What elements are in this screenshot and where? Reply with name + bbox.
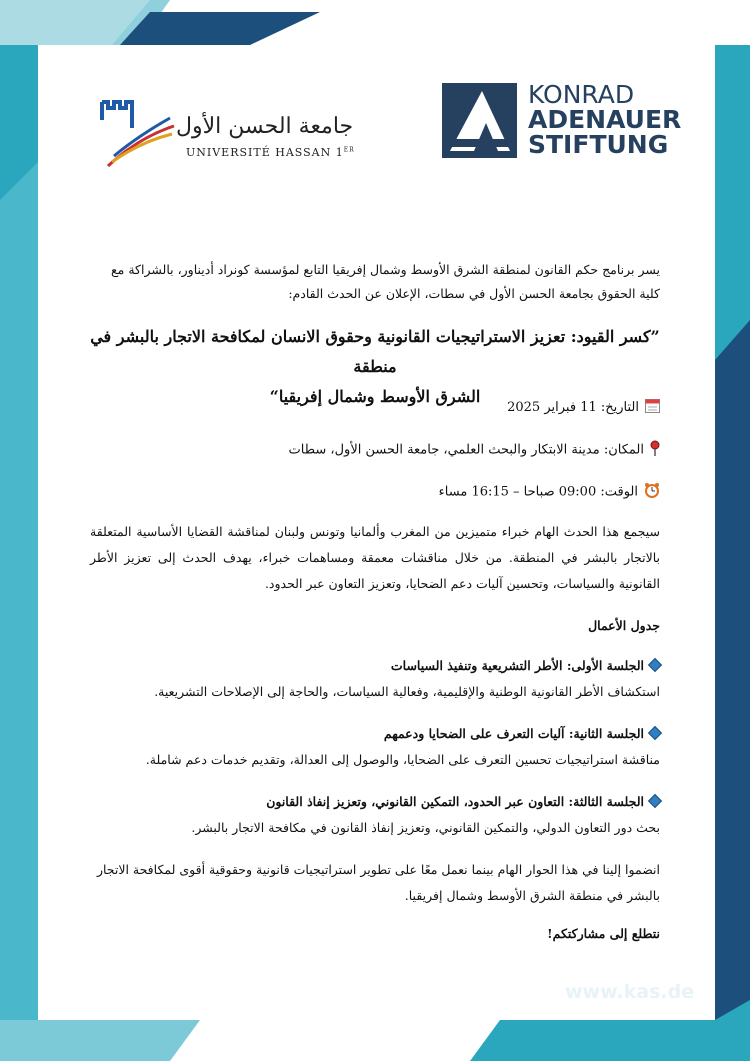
swoosh-gold-icon (112, 134, 172, 162)
footer-url[interactable]: www.kas.de (565, 981, 695, 1003)
session-1-title (391, 658, 660, 673)
university-name-french-text: UNIVERSITÉ HASSAN 1 (186, 146, 344, 159)
pin-icon (650, 440, 660, 460)
kas-logo-bar-icon (450, 139, 510, 147)
right-navy-band (715, 320, 750, 1020)
session-1-desc: استكشاف الأطر القانونية الوطنية والإقليمية، وفعالية السياسات، والحاجة إلى الإصلاحات التشريعية. (154, 684, 660, 699)
top-navy-band (120, 12, 320, 45)
event-date (507, 398, 660, 417)
event-description: سيجمع هذا الحدث الهام خبراء متميزين من المغرب وألمانيا وتونس ولبنان لمناقشة القضايا الأساسية المتعلقة بالاتجار بالبشر في المنطقة. من خلال مناقشات معمقة ومساهمات خبراء، يهدف الحدث إلى تعزيز الأطر القانونية والسياسات، وتحسين آليات دعم الضحايا، وتعزيز التعاون عبر الحدود. (90, 524, 660, 591)
signoff: نتطلع إلى مشاركتكم! (547, 926, 660, 941)
left-light-strip (0, 160, 40, 1061)
alarm-clock-icon (644, 482, 660, 502)
diamond-bullet-icon (648, 794, 662, 808)
kas-name (528, 82, 681, 157)
event-place (289, 440, 660, 460)
session-2-title-text: الجلسة الثانية: آليات التعرف على الضحايا ودعمهم (383, 726, 644, 741)
bottom-left-teal (0, 1020, 200, 1061)
session-2-title (384, 726, 660, 741)
kas-name-line1: KONRAD (528, 80, 635, 109)
diamond-bullet-icon (648, 726, 662, 740)
university-logo (98, 98, 180, 170)
diamond-bullet-icon (648, 658, 662, 672)
university-name-french (186, 146, 355, 159)
session-3-title-text: الجلسة الثالثة: التعاون عبر الحدود، التمكين القانوني، وتعزيز إنفاذ القانون (266, 794, 644, 809)
agenda-heading: جدول الأعمال (588, 618, 660, 633)
university-name-arabic: جامعة الحسن الأول (176, 114, 354, 139)
event-date-text: التاريخ: 11 فبراير 2025 (507, 400, 639, 415)
calendar-icon (645, 398, 660, 417)
kas-name-line3: STIFTUNG (528, 130, 669, 159)
kas-logo-mark (442, 83, 517, 158)
intro-paragraph: يسر برنامج حكم القانون لمنطقة الشرق الأوسط وشمال إفريقيا التابع لمؤسسة كونراد أديناور، بالشراكة مع كلية الحقوق بجامعة الحسن الأول في سطات، الإعلان عن الحدث القادم: (111, 262, 660, 301)
session-1-title-text: الجلسة الأولى: الأطر التشريعية وتنفيذ السياسات (390, 658, 644, 673)
bottom-teal-band (470, 1020, 750, 1061)
session-3-desc: بحث دور التعاون الدولي، والتمكين القانوني، وتعزيز إنفاذ القانون في مكافحة الاتجار بالبشر. (191, 820, 660, 835)
event-title-line2: الشرق الأوسط وشمال إفريقيا“ (269, 387, 481, 406)
tower-icon (102, 102, 132, 128)
event-time-text: الوقت: 09:00 صباحا – 16:15 مساء (438, 484, 638, 500)
event-title-line1: ”كسر القيود: تعزيز الاستراتيجيات القانونية وحقوق الانسان لمكافحة الاتجار بالبشر في منطقة (90, 327, 660, 376)
event-time (439, 482, 660, 502)
session-2-desc: مناقشة استراتيجيات تحسين التعرف على الضحايا، والوصول إلى العدالة، وتقديم خدمات دعم شاملة. (145, 752, 660, 767)
event-place-text: المكان: مدينة الابتكار والبحث العلمي، جامعة الحسن الأول، سطات (288, 442, 644, 458)
kas-name-line2: ADENAUER (528, 105, 682, 134)
university-name-french-sup: ER (343, 146, 355, 154)
session-3-title (266, 794, 660, 809)
closing-paragraph: انضموا إلينا في هذا الحوار الهام بينما نعمل معًا على تطوير استراتيجيات قانونية وحقوقية أقوى لمكافحة الاتجار بالبشر في منطقة الشرق الأوسط وشمال إفريقيا. (96, 862, 660, 903)
